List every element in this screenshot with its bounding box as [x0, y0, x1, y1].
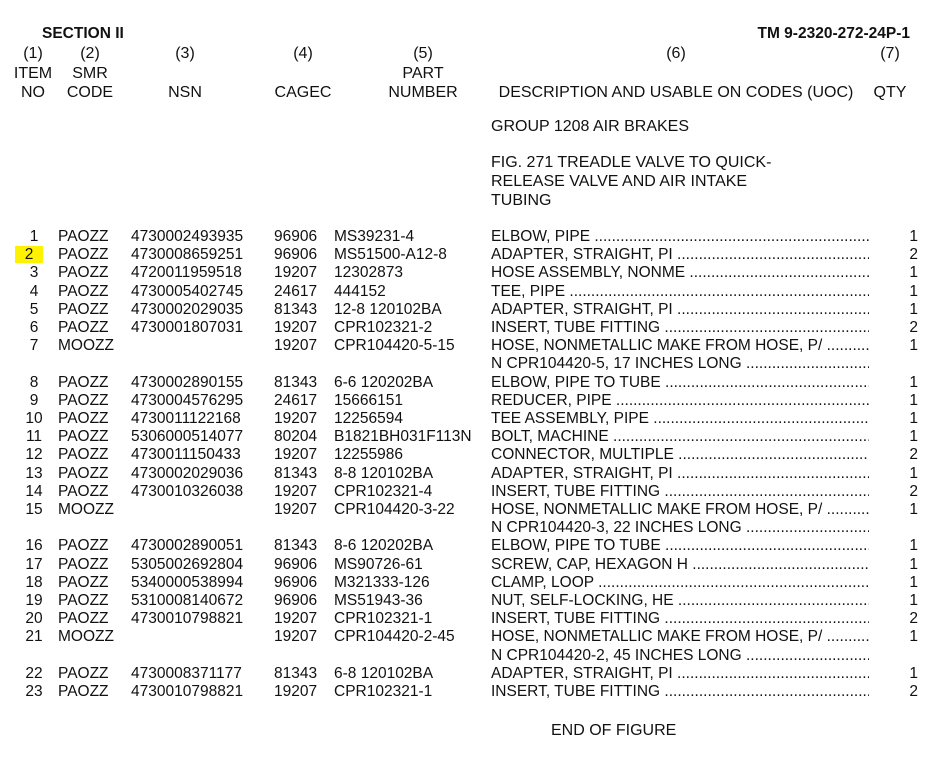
- table-row: [0, 683, 950, 701]
- part-number: 6-8 120102BA: [334, 664, 434, 682]
- cage-code: 96906: [274, 555, 318, 573]
- item-number: 11: [25, 428, 43, 446]
- column-label: SMR: [72, 64, 108, 82]
- smr-code: PAOZZ: [58, 592, 109, 609]
- part-number: CPR102321-1: [334, 610, 433, 628]
- quantity: 2: [909, 482, 918, 500]
- cage-code: 81343: [274, 664, 318, 682]
- quantity: 1: [909, 537, 918, 555]
- table-row: [0, 501, 950, 519]
- item-number: 6: [29, 319, 39, 336]
- cage-code: 19207: [274, 337, 318, 355]
- nsn: 4730011122168: [131, 410, 241, 427]
- quantity: 2: [909, 446, 918, 464]
- nsn: 4730011150433: [131, 446, 241, 464]
- description: SCREW, CAP, HEXAGON H .....: [491, 556, 869, 574]
- table-row: [0, 410, 950, 428]
- description: TEE ASSEMBLY, PIPE .....: [491, 410, 869, 428]
- column-header-cagec: [266, 44, 340, 103]
- description: NUT, SELF-LOCKING, HE .....: [491, 592, 869, 610]
- cage-code: 19207: [274, 319, 318, 336]
- column-label: NUMBER: [388, 84, 458, 101]
- figure-title: [491, 153, 771, 210]
- column-label: NSN: [168, 84, 202, 101]
- quantity: 1: [909, 264, 918, 282]
- part-number: B1821BH031F113N: [334, 428, 472, 446]
- description: ADAPTER, STRAIGHT, PI .....: [491, 665, 869, 683]
- quantity: 1: [909, 373, 918, 391]
- part-number: CPR102321-1: [334, 683, 433, 700]
- part-number: MS51943-36: [334, 592, 423, 609]
- table-row: [0, 374, 950, 392]
- column-header-item: [8, 44, 58, 103]
- part-number: 444152: [334, 282, 386, 300]
- table-row: [0, 392, 950, 410]
- cage-code: 19207: [274, 628, 318, 646]
- smr-code: PAOZZ: [58, 610, 109, 628]
- part-number: CPR104420-2-45: [334, 628, 455, 646]
- table-row: [0, 537, 950, 555]
- quantity: 1: [909, 228, 918, 245]
- quantity: 1: [909, 391, 918, 409]
- description: N CPR104420-2, 45 INCHES LONG .....: [491, 647, 869, 665]
- table-row: [0, 283, 950, 301]
- item-number: 3: [29, 264, 39, 282]
- column-label: CODE: [66, 84, 114, 101]
- cage-code: 19207: [274, 501, 318, 518]
- nsn: 4730010326038: [131, 482, 244, 500]
- table-row: [0, 446, 950, 464]
- table-row: [0, 465, 950, 483]
- column-header-nsn: [150, 44, 220, 103]
- description: N CPR104420-3, 22 INCHES LONG .....: [491, 519, 869, 537]
- quantity: 1: [909, 555, 918, 573]
- nsn: 4730008371177: [131, 664, 242, 682]
- table-row: [0, 228, 950, 246]
- cage-code: 96906: [274, 573, 318, 591]
- description: REDUCER, PIPE .....: [491, 392, 869, 410]
- cage-code: 96906: [274, 592, 318, 609]
- cage-code: 19207: [274, 446, 318, 464]
- column-label: DESCRIPTION AND USABLE ON CODES (UOC): [498, 84, 854, 101]
- part-number: 12302873: [334, 264, 403, 282]
- cage-code: 81343: [274, 373, 318, 391]
- smr-code: PAOZZ: [58, 300, 109, 318]
- description: HOSE, NONMETALLIC MAKE FROM HOSE, P/ .....: [491, 628, 869, 646]
- nsn: 5305002692804: [131, 555, 244, 573]
- column-number: (3): [175, 45, 195, 62]
- quantity: 2: [909, 319, 918, 336]
- part-number: 6-6 120202BA: [334, 373, 434, 391]
- smr-code: PAOZZ: [58, 410, 109, 427]
- smr-code: PAOZZ: [58, 319, 109, 336]
- item-number: 22: [25, 664, 43, 682]
- description: HOSE ASSEMBLY, NONME .....: [491, 264, 869, 282]
- quantity: 2: [909, 246, 918, 264]
- item-number: 14: [25, 482, 43, 500]
- nsn: 4730010798821: [131, 610, 244, 628]
- smr-code: MOOZZ: [58, 501, 114, 518]
- quantity: 1: [909, 592, 918, 609]
- description: ELBOW, PIPE .....: [491, 228, 869, 246]
- nsn: 4730005402745: [131, 282, 244, 300]
- smr-code: PAOZZ: [58, 391, 109, 409]
- cage-code: 80204: [274, 428, 318, 446]
- column-label: QTY: [873, 84, 907, 101]
- item-number: 5: [29, 300, 39, 318]
- cage-code: 19207: [274, 683, 318, 700]
- description: BOLT, MACHINE .....: [491, 428, 869, 446]
- part-number: CPR104420-3-22: [334, 501, 455, 518]
- table-row: [0, 592, 950, 610]
- column-label: PART: [402, 64, 444, 82]
- table-row: [0, 519, 950, 537]
- nsn: 5306000514077: [131, 428, 244, 446]
- nsn: 5340000538994: [131, 573, 244, 591]
- quantity: 1: [909, 410, 918, 427]
- item-number: 17: [25, 555, 43, 573]
- item-number: 4: [29, 282, 39, 300]
- nsn: 4730004576295: [131, 391, 244, 409]
- cage-code: 24617: [274, 282, 318, 300]
- description: TEE, PIPE .....: [491, 283, 869, 301]
- part-number: M321333-126: [334, 573, 430, 591]
- item-number: 13: [25, 464, 43, 482]
- part-number: 8-8 120102BA: [334, 464, 434, 482]
- item-number: 10: [25, 410, 43, 427]
- part-number: 12256594: [334, 410, 403, 427]
- description: HOSE, NONMETALLIC MAKE FROM HOSE, P/ .....: [491, 337, 869, 355]
- column-header-part: [378, 44, 468, 103]
- quantity: 1: [909, 282, 918, 300]
- table-row: [0, 574, 950, 592]
- nsn: 4730002890051: [131, 537, 244, 555]
- group-title: GROUP 1208 AIR BRAKES: [491, 118, 690, 135]
- quantity: 1: [909, 501, 918, 518]
- nsn: 4730002890155: [131, 373, 244, 391]
- cage-code: 81343: [274, 537, 318, 555]
- part-number: CPR102321-2: [334, 319, 433, 336]
- column-number: (6): [666, 45, 686, 62]
- table-row: [0, 246, 950, 264]
- smr-code: PAOZZ: [58, 373, 109, 391]
- quantity: 1: [909, 300, 918, 318]
- nsn: 4730010798821: [131, 683, 244, 700]
- tm-number: TM 9-2320-272-24P-1: [757, 25, 910, 42]
- item-number: 16: [25, 537, 43, 555]
- item-number: 23: [25, 683, 43, 700]
- part-number: 8-6 120202BA: [334, 537, 434, 555]
- item-number: 18: [25, 573, 43, 591]
- cage-code: 81343: [274, 300, 318, 318]
- item-number: 7: [29, 337, 39, 355]
- figure-title-line: RELEASE VALVE AND AIR INTAKE: [491, 173, 748, 190]
- smr-code: PAOZZ: [58, 464, 109, 482]
- table-row: [0, 337, 950, 355]
- cage-code: 19207: [274, 410, 318, 427]
- figure-title-line: TUBING: [491, 192, 552, 209]
- column-label: NO: [21, 84, 45, 101]
- column-number: (1): [23, 45, 43, 62]
- table-row: [0, 647, 950, 665]
- cage-code: 81343: [274, 464, 318, 482]
- description: ELBOW, PIPE TO TUBE .....: [491, 537, 869, 555]
- part-number: 15666151: [334, 391, 403, 409]
- quantity: 2: [909, 683, 918, 700]
- quantity: 1: [909, 428, 918, 446]
- description: INSERT, TUBE FITTING .....: [491, 683, 869, 701]
- item-number: 19: [25, 592, 43, 609]
- quantity: 1: [909, 664, 918, 682]
- quantity: 1: [909, 464, 918, 482]
- cage-code: 24617: [274, 391, 318, 409]
- description: N CPR104420-5, 17 INCHES LONG .....: [491, 355, 869, 373]
- end-of-figure: END OF FIGURE: [551, 722, 677, 739]
- highlight-marker: 2: [15, 246, 44, 263]
- nsn: 4730002029035: [131, 300, 244, 318]
- part-number: CPR104420-5-15: [334, 337, 455, 355]
- smr-code: PAOZZ: [58, 537, 109, 555]
- figure-title-line: FIG. 271 TREADLE VALVE TO QUICK-: [491, 154, 772, 171]
- smr-code: PAOZZ: [58, 428, 109, 446]
- cage-code: 96906: [274, 228, 318, 245]
- description: ADAPTER, STRAIGHT, PI .....: [491, 246, 869, 264]
- smr-code: PAOZZ: [58, 683, 109, 700]
- cage-code: 96906: [274, 246, 318, 264]
- smr-code: MOOZZ: [58, 628, 114, 646]
- column-number: (5): [413, 45, 433, 62]
- description: INSERT, TUBE FITTING .....: [491, 319, 869, 337]
- column-number: (7): [880, 45, 900, 62]
- description: CONNECTOR, MULTIPLE .....: [491, 446, 869, 464]
- item-number: [14, 246, 54, 264]
- section-title: SECTION II: [42, 25, 124, 42]
- smr-code: PAOZZ: [58, 264, 109, 282]
- description: INSERT, TUBE FITTING .....: [491, 483, 869, 501]
- item-number: 15: [25, 501, 43, 518]
- table-row: [0, 665, 950, 683]
- nsn: 4730002029036: [131, 464, 244, 482]
- item-number: 8: [29, 373, 39, 391]
- quantity: 1: [909, 628, 918, 646]
- nsn: 4720011959518: [131, 264, 242, 282]
- column-header-desc: [488, 44, 864, 103]
- smr-code: PAOZZ: [58, 555, 109, 573]
- part-number: 12-8 120102BA: [334, 300, 442, 318]
- table-row: [0, 628, 950, 646]
- nsn: 4730008659251: [131, 246, 244, 264]
- nsn: 4730002493935: [131, 228, 244, 245]
- table-row: [0, 428, 950, 446]
- column-header-qty: [872, 44, 908, 103]
- smr-code: PAOZZ: [58, 482, 109, 500]
- item-number: 1: [29, 228, 39, 245]
- description: ELBOW, PIPE TO TUBE .....: [491, 374, 869, 392]
- column-number: (2): [80, 45, 100, 62]
- cage-code: 19207: [274, 482, 318, 500]
- description: ADAPTER, STRAIGHT, PI .....: [491, 301, 869, 319]
- smr-code: PAOZZ: [58, 282, 109, 300]
- part-number: MS51500-A12-8: [334, 246, 447, 264]
- nsn: 5310008140672: [131, 592, 244, 609]
- description: CLAMP, LOOP .....: [491, 574, 869, 592]
- smr-code: MOOZZ: [58, 337, 114, 355]
- quantity: 1: [909, 337, 918, 355]
- column-label: CAGEC: [274, 84, 332, 101]
- table-row: [0, 355, 950, 373]
- item-number: 20: [25, 610, 43, 628]
- item-number: 21: [25, 628, 43, 646]
- table-row: [0, 610, 950, 628]
- smr-code: PAOZZ: [58, 446, 109, 464]
- part-number: CPR102321-4: [334, 482, 433, 500]
- smr-code: PAOZZ: [58, 664, 109, 682]
- table-row: [0, 483, 950, 501]
- cage-code: 19207: [274, 610, 318, 628]
- item-number: 12: [25, 446, 43, 464]
- smr-code: PAOZZ: [58, 573, 109, 591]
- column-label: ITEM: [13, 64, 53, 82]
- description: ADAPTER, STRAIGHT, PI .....: [491, 465, 869, 483]
- part-number: MS90726-61: [334, 555, 423, 573]
- table-row: [0, 556, 950, 574]
- description: INSERT, TUBE FITTING .....: [491, 610, 869, 628]
- table-row: [0, 264, 950, 282]
- table-row: [0, 301, 950, 319]
- cage-code: 19207: [274, 264, 318, 282]
- part-number: 12255986: [334, 446, 403, 464]
- quantity: 1: [909, 573, 918, 591]
- quantity: 2: [909, 610, 918, 628]
- column-header-smr: [60, 44, 120, 103]
- description: HOSE, NONMETALLIC MAKE FROM HOSE, P/ .....: [491, 501, 869, 519]
- smr-code: PAOZZ: [58, 246, 109, 264]
- part-number: MS39231-4: [334, 228, 415, 245]
- table-row: [0, 319, 950, 337]
- item-number: 9: [29, 391, 39, 409]
- smr-code: PAOZZ: [58, 228, 109, 245]
- nsn: 4730001807031: [131, 319, 244, 336]
- column-number: (4): [293, 45, 313, 62]
